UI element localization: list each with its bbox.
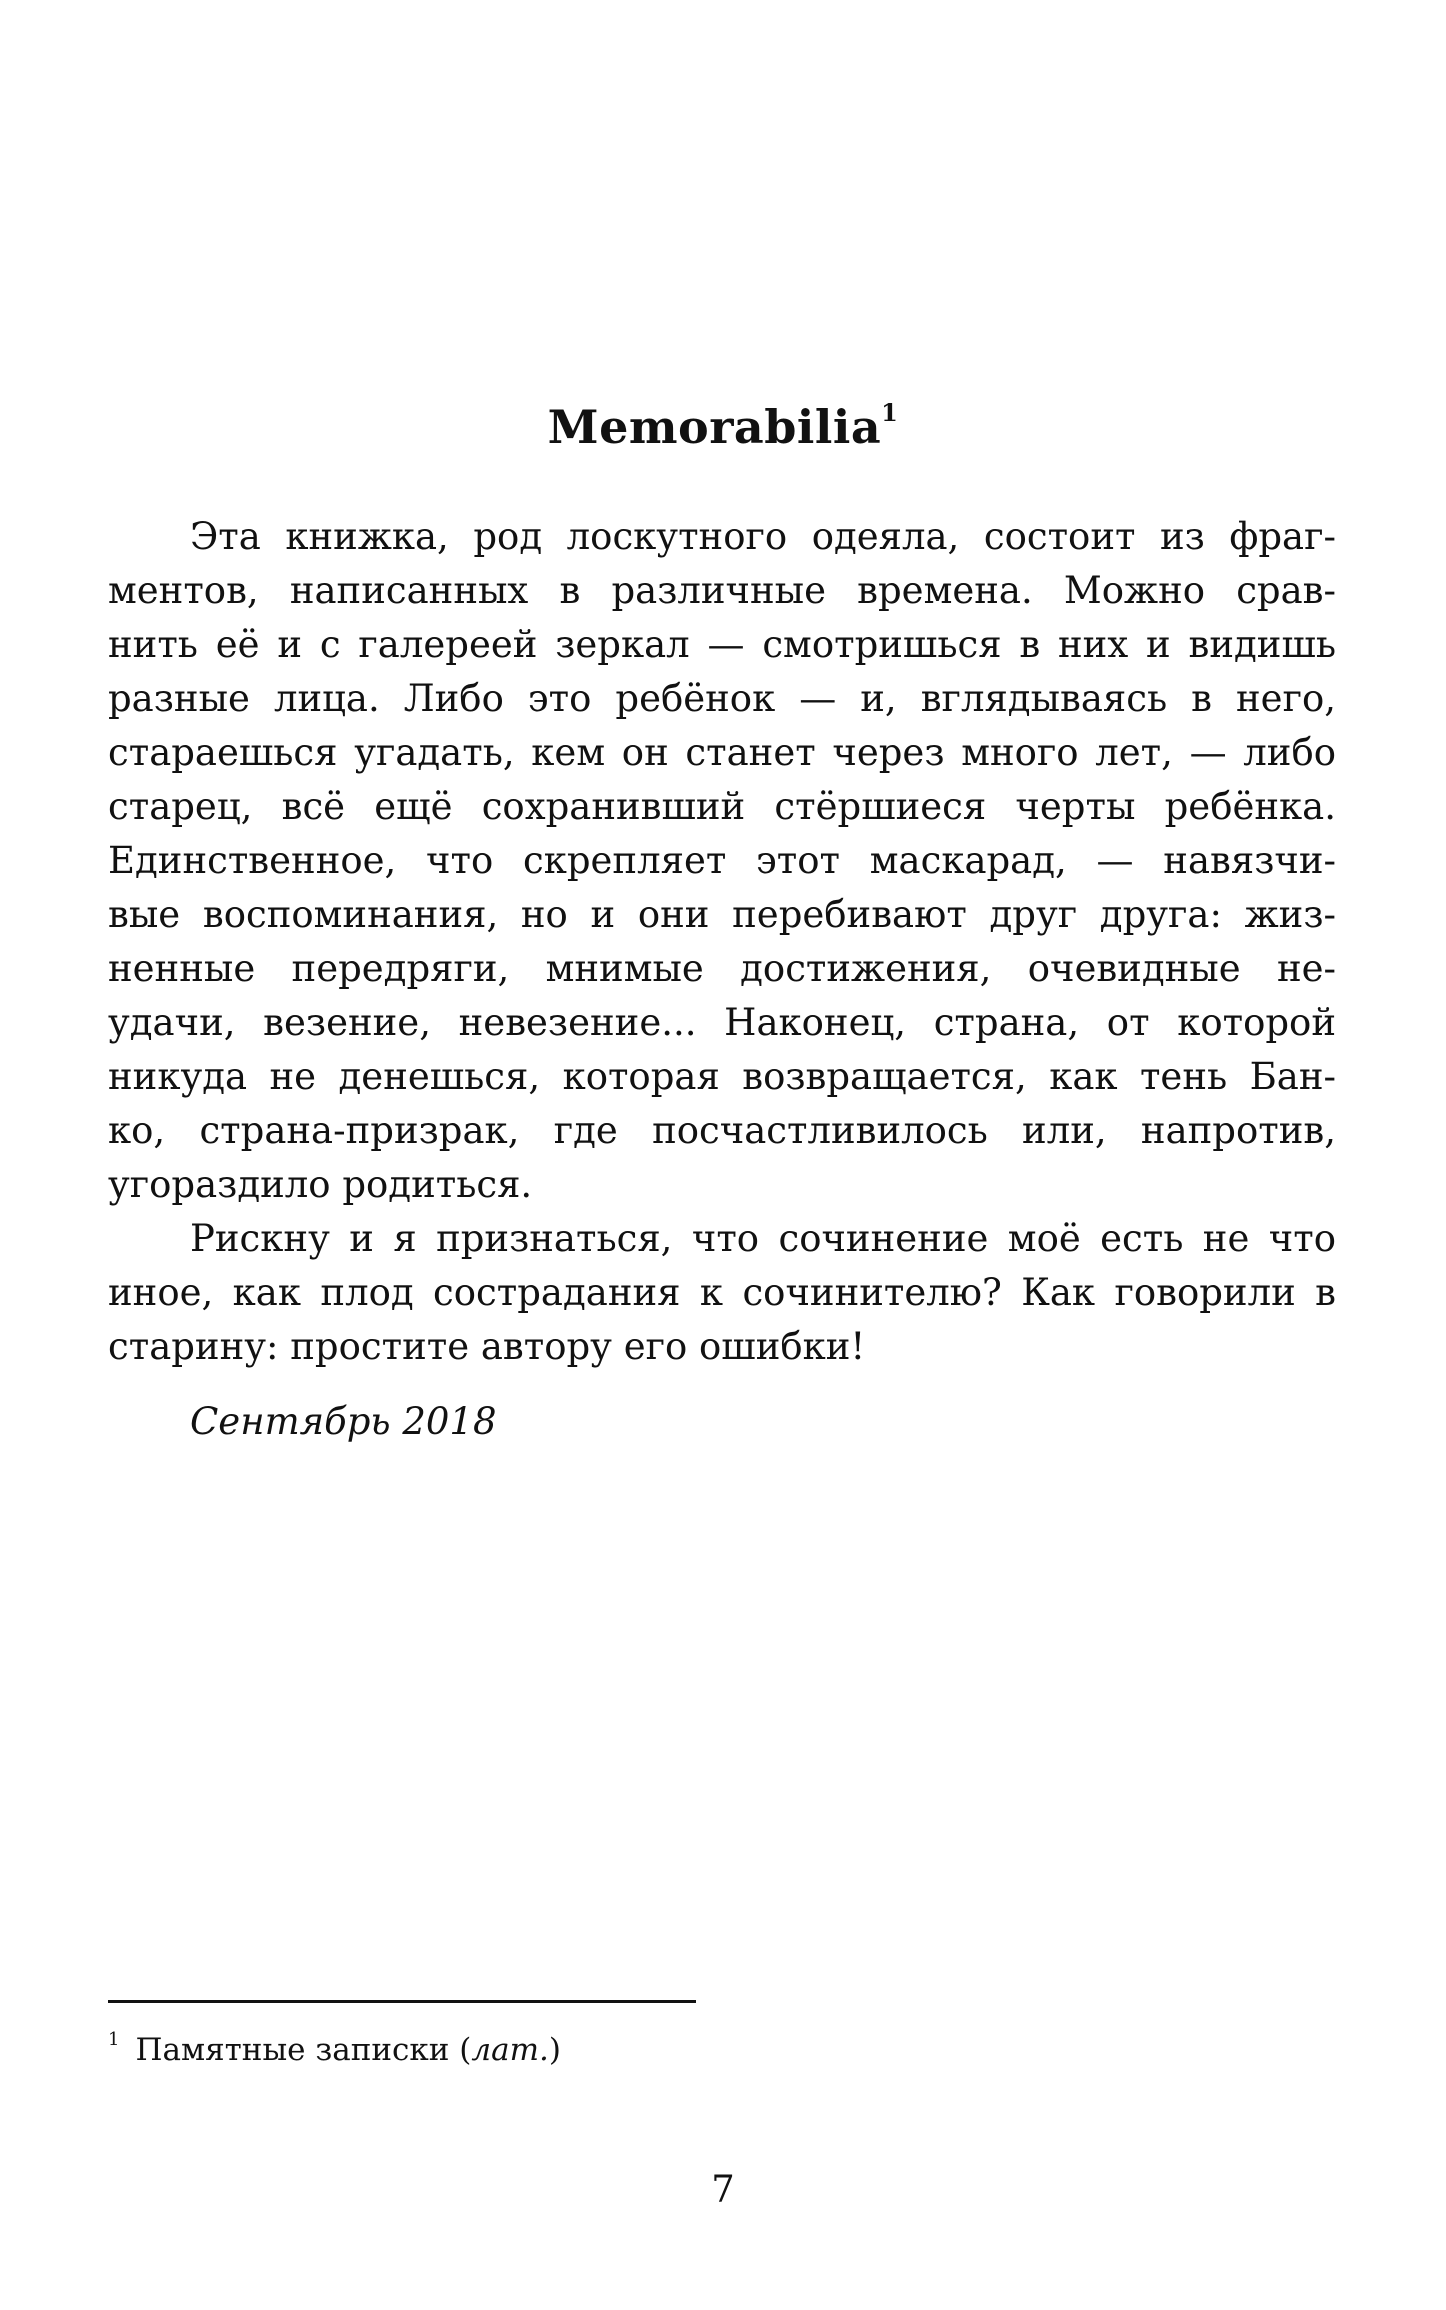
title-text: Memorabilia (547, 400, 882, 454)
text-line: старину: простите автору его ошибки! (108, 1325, 866, 1368)
paragraph (108, 510, 1336, 1212)
text-line: Рискну и я признаться, что сочинение моё есть не что (190, 1217, 1336, 1260)
title-footnote-mark: 1 (881, 397, 899, 427)
text-line: разные лица. Либо это ребёнок — и, вглядываясь в него, (108, 677, 1336, 720)
text-line: старец, всё ещё сохранивший стёршиеся черты ребёнка. (108, 785, 1336, 828)
footnote-mark: 1 (108, 2028, 120, 2050)
text-line: Эта книжка, род лоскутного одеяла, состоит из фраг- (190, 515, 1336, 558)
text-line: никуда не денешься, которая возвращается, как тень Бан- (108, 1055, 1336, 1098)
text-line: нить её и с галереей зеркал — смотришься в них и видишь (108, 623, 1336, 666)
body-text (108, 510, 1336, 1374)
footnote-text: Памятные записки (135, 2032, 450, 2068)
date-signature: Сентябрь 2018 (190, 1400, 497, 1443)
text-line: ментов, написанных в различные времена. Можно срав- (108, 569, 1336, 612)
footnote-paren-close: ) (548, 2032, 561, 2068)
page-title (0, 397, 1446, 454)
paragraph (108, 1212, 1336, 1374)
footnote-divider (108, 2000, 696, 2003)
text-line: ко, страна-призрак, где посчастливилось или, напротив, (108, 1109, 1336, 1152)
footnote (108, 2028, 561, 2068)
footnote-paren-open: ( (449, 2032, 472, 2068)
text-line: удачи, везение, невезение... Наконец, страна, от которой (108, 1001, 1336, 1044)
footnote-language-note: лат. (471, 2032, 549, 2068)
page-number: 7 (711, 2168, 735, 2211)
text-line: Единственное, что скрепляет этот маскарад, — навязчи- (108, 839, 1336, 882)
text-line: вые воспоминания, но и они перебивают друг друга: жиз- (108, 893, 1336, 936)
text-line: иное, как плод сострадания к сочинителю? Как говорили в (108, 1271, 1336, 1314)
text-line: угораздило родиться. (108, 1163, 533, 1206)
text-line: ненные передряги, мнимые достижения, очевидные не- (108, 947, 1336, 990)
text-line: стараешься угадать, кем он станет через много лет, — либо (108, 731, 1336, 774)
